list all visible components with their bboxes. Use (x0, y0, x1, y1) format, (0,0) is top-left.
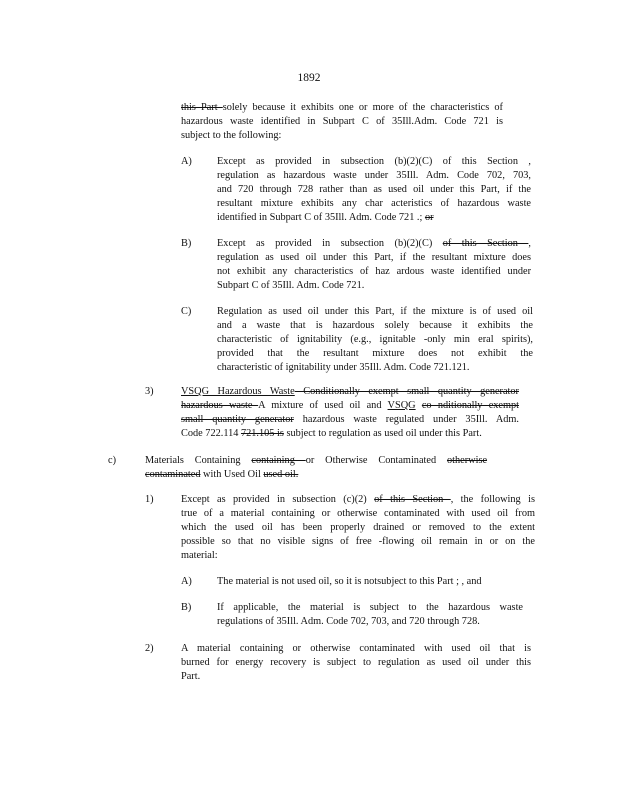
item-c2-text (181, 642, 531, 684)
text-line (181, 535, 535, 549)
text-run: , (528, 238, 531, 249)
text-line (217, 265, 531, 279)
text-run: The material is not used oil, so it is notsubject to this Part ; , and (217, 576, 482, 587)
deleted-text: co nditionally exempt (421, 400, 520, 411)
text-run: burned for energy recovery is subject to regulation as used oil under this (181, 657, 531, 668)
deleted-text: otherwise (446, 455, 488, 466)
deleted-text: this Part (181, 102, 223, 113)
text-run: Except as provided in subsection (b)(2)(C) of this Section , (217, 156, 531, 167)
text-line (217, 615, 523, 629)
deleted-text: of this Section (374, 494, 451, 505)
text-line (181, 399, 519, 413)
item-c-heading (145, 454, 487, 482)
text-line (217, 155, 531, 169)
item-label: B) (181, 238, 192, 249)
deleted-text: used oil. (263, 469, 299, 480)
text-line (181, 656, 531, 670)
item-label: C) (181, 306, 192, 317)
text-run: Regulation as used oil under this Part, if the mixture is of used oil (217, 306, 533, 317)
text-run: with Used Oil (200, 469, 264, 480)
text-run: and 720 through 728 rather than as used oil under this Part, if the (217, 184, 531, 195)
text-run: true of a material containing or otherwise contaminated with used oil from (181, 508, 535, 519)
text-line (181, 427, 519, 441)
deleted-text: contaminated (145, 469, 201, 480)
deleted-text: or (424, 212, 434, 223)
text-run: hazardous waste identified in Subpart C of 35Ill.Adm. Code 721 is (181, 116, 503, 127)
text-line (217, 347, 533, 361)
item-c1B-text (217, 601, 523, 629)
item-label: 1) (145, 494, 154, 505)
text-line (181, 507, 535, 521)
text-run: regulation as hazardous waste under 35Ill. Adm. Code 702, 703, (217, 170, 531, 181)
text-run: A material containing or otherwise contaminated with used oil that is (181, 643, 531, 654)
text-run: or Otherwise Contaminated (305, 455, 447, 466)
text-line (181, 101, 503, 115)
text-run: resultant mixture exhibits any char acteristics of hazardous waste (217, 198, 531, 209)
item-C-text (217, 305, 533, 375)
text-run: Part. (181, 671, 201, 682)
item-label: 2) (145, 643, 154, 654)
text-run: provided that the resultant mixture does not exhibit the (217, 348, 533, 359)
text-run: A mixture of used oil and (258, 400, 388, 411)
deleted-text: of this Section (442, 238, 529, 249)
text-run: solely because it exhibits one or more of the characteristics of (222, 102, 503, 113)
text-run: Materials Containing (145, 455, 252, 466)
item-label: 3) (145, 386, 154, 397)
item-label: c) (108, 455, 116, 466)
text-line (181, 493, 535, 507)
text-run: possible so that no visible signs of free -flowing oil remain in or on the (181, 536, 535, 547)
text-line (217, 319, 533, 333)
page-number: 1892 (297, 72, 321, 84)
text-run: regulations of 35Ill. Adm. Code 702, 703, and 720 through 728. (217, 616, 480, 627)
text-line (181, 385, 519, 399)
text-run: Code 722.114 (181, 428, 241, 439)
item-label: A) (181, 576, 192, 587)
text-line (181, 642, 531, 656)
inserted-text: VSQG (387, 400, 416, 411)
text-line (181, 129, 503, 143)
deleted-text: hazardous waste (181, 400, 259, 411)
text-run: material: (181, 550, 218, 561)
item-A-text (217, 155, 531, 225)
text-run: subject to the following: (181, 130, 282, 141)
text-line (181, 115, 503, 129)
text-line (217, 169, 531, 183)
text-line (181, 549, 535, 563)
text-line (217, 333, 533, 347)
text-run: If applicable, the material is subject to the hazardous waste (217, 602, 523, 613)
text-run: Except as provided in subsection (b)(2)(C) (217, 238, 443, 249)
item-label: B) (181, 602, 192, 613)
text-line (181, 413, 519, 427)
text-line (217, 251, 531, 265)
text-run: hazardous waste regulated under 35Ill. Adm. (293, 414, 519, 425)
item-3-text (181, 385, 519, 441)
text-run: identified in Subpart C of 35Ill. Adm. Code 721 .; (217, 212, 425, 223)
deleted-text: Conditionally exempt small quantity generator (294, 386, 519, 397)
text-line (217, 361, 533, 375)
deleted-text: containing (251, 455, 306, 466)
text-line (145, 468, 487, 482)
text-run: and a waste that is hazardous solely because it exhibits the (217, 320, 533, 331)
text-run: , the following is (450, 494, 535, 505)
text-line (217, 237, 531, 251)
item-B-text (217, 237, 531, 293)
text-line (181, 670, 531, 684)
item-c1-text (181, 493, 535, 563)
text-line (145, 454, 487, 468)
text-run: subject to regulation as used oil under this Part. (283, 428, 482, 439)
text-run: characteristic of ignitability (e.g., ignitable -only min eral spirits), (217, 334, 533, 345)
inserted-text: VSQG Hazardous Waste (181, 386, 295, 397)
text-line (217, 279, 531, 293)
text-run: which the used oil has been properly drained or removed to the extent (181, 522, 535, 533)
text-line (217, 183, 531, 197)
text-line (217, 601, 523, 615)
text-line (217, 575, 519, 589)
text-run: Subpart C of 35Ill. Adm. Code 721. (217, 280, 365, 291)
item-c1A-text (217, 575, 519, 589)
text-run: not exhibit any characteristics of haz ardous waste identified under (217, 266, 531, 277)
intro-paragraph (181, 101, 503, 143)
text-run: regulation as used oil under this Part, if the resultant mixture does (217, 252, 531, 263)
text-line (181, 521, 535, 535)
text-line (217, 197, 531, 211)
text-run: Except as provided in subsection (c)(2) (181, 494, 375, 505)
text-line (217, 305, 533, 319)
deleted-text: 721.105 is (240, 428, 284, 439)
deleted-text: small quantity generator (181, 414, 294, 425)
item-label: A) (181, 156, 192, 167)
text-line (217, 211, 531, 225)
text-run: characteristic of ignitability under 35Ill. Adm. Code 721.121. (217, 362, 470, 373)
